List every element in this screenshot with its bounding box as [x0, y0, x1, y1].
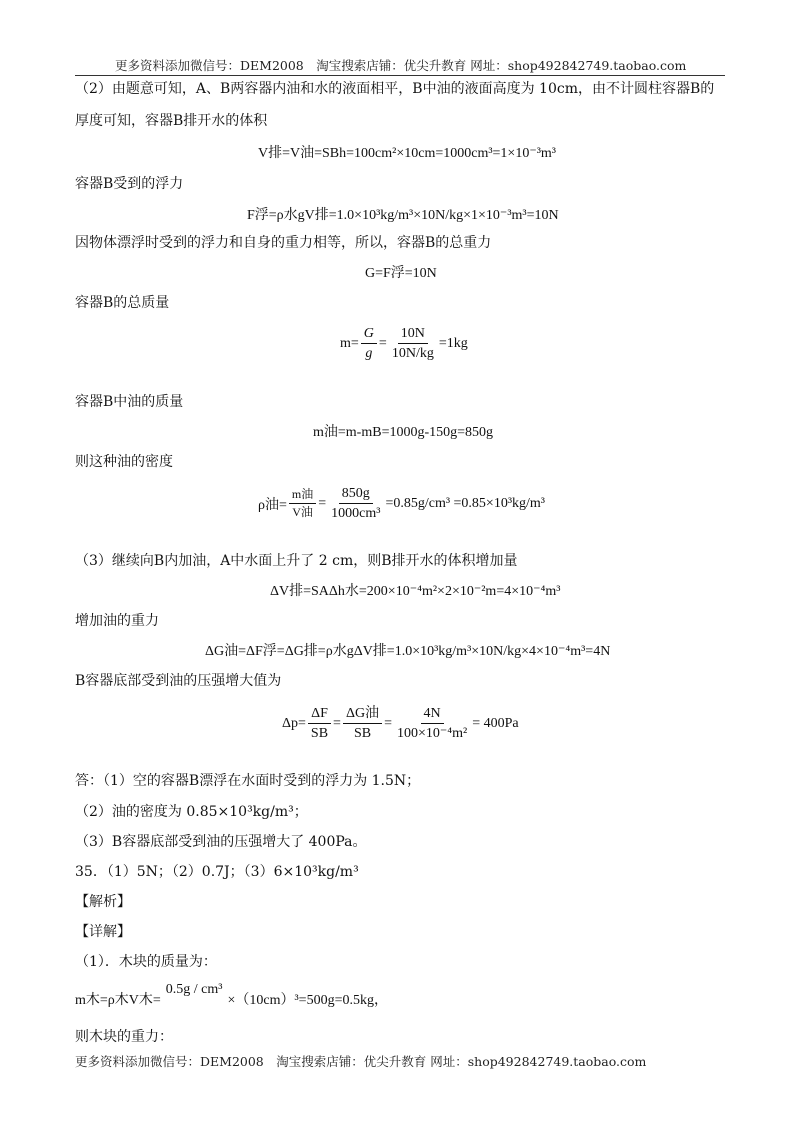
equation-10 — [75, 982, 388, 1017]
eq6-f2-numerator: 850g — [339, 486, 373, 504]
paragraph-10: B容器底部受到油的压强增大值为 — [75, 673, 282, 689]
answer-line-3: （3）B容器底部受到油的压强增大了 400Pa。 — [75, 834, 367, 850]
equation-6 — [258, 486, 545, 522]
eq4-equals: = — [378, 335, 387, 351]
paragraph-3: 容器B受到的浮力 — [75, 176, 184, 192]
section-jiexi: 【解析】 — [75, 894, 131, 910]
eq9-f2-denominator: SB — [353, 726, 372, 742]
step-2: 则木块的重力： — [75, 1029, 173, 1045]
eq4-lhs: m= — [340, 335, 359, 351]
paragraph-4: 因物体漂浮时受到的浮力和自身的重力相等，所以，容器B的总重力 — [75, 235, 492, 251]
eq4-fraction-2 — [389, 326, 437, 362]
eq6-equals: = — [318, 495, 327, 511]
paragraph-1: （2）由题意可知，A、B两容器内油和水的液面相平，B中油的液面高度为 10cm，由不计圆柱容器B的 — [75, 81, 715, 97]
eq9-fraction-3 — [394, 706, 470, 742]
step-1: （1）．木块的质量为： — [75, 954, 217, 970]
eq9-f3-denominator: 100×10⁻⁴m² — [396, 726, 468, 742]
equation-1: V排=V油=SBh=100cm²×10cm=1000cm³=1×10⁻³m³ — [258, 146, 556, 161]
eq9-f1-numerator: ΔF — [308, 706, 331, 724]
eq10-rest: ×（10cm）³=500g=0.5kg， — [227, 993, 388, 1009]
answer-line-1: 答：（1）空的容器B漂浮在水面时受到的浮力为 1.5N； — [75, 773, 421, 789]
eq9-f2-numerator: ΔG油 — [343, 706, 382, 724]
paragraph-5: 容器B的总质量 — [75, 295, 170, 311]
eq10-denominator-space — [189, 999, 199, 1016]
eq6-fraction-1 — [289, 488, 316, 519]
eq9-fraction-2 — [343, 706, 382, 742]
page-footer: 更多资料添加微信号：DEM2008 淘宝搜索店铺：优尖升教育 网址：shop492842749.taobao.com — [75, 1054, 647, 1069]
eq4-rhs: =1kg — [438, 335, 468, 351]
eq6-rhs: =0.85g/cm³ =0.85×10³kg/m³ — [385, 495, 546, 511]
equation-9 — [282, 706, 519, 742]
equation-4 — [340, 326, 468, 362]
header-rule — [75, 75, 725, 76]
eq10-lhs: m木=ρ木V木= — [75, 993, 161, 1009]
answer-line-2: （2）油的密度为 0.85×10³kg/m³； — [75, 804, 308, 820]
eq9-lhs: Δp= — [282, 715, 306, 731]
eq9-equals-2: = — [384, 715, 392, 731]
equation-8: ΔG油=ΔF浮=ΔG排=ρ水gΔV排=1.0×10³kg/m³×10N/kg×4×10⁻⁴m³=4N — [205, 644, 611, 659]
eq4-f2-numerator: 10N — [398, 326, 428, 344]
equation-5: m油=m-mB=1000g-150g=850g — [313, 425, 494, 440]
paragraph-8: （3）继续向B内加油，A中水面上升了 2 cm，则B排开水的体积增加量 — [75, 553, 518, 569]
paragraph-6: 容器B中油的质量 — [75, 394, 184, 410]
eq10-fraction — [163, 982, 226, 1017]
eq6-lhs: ρ油= — [258, 497, 287, 513]
paragraph-2: 厚度可知，容器B排开水的体积 — [75, 113, 268, 129]
eq4-fraction-1 — [361, 326, 377, 362]
equation-2: F浮=ρ水gV排=1.0×10³kg/m³×10N/kg×1×10⁻³m³=10N — [247, 208, 559, 223]
eq9-f1-denominator: SB — [310, 726, 329, 742]
paragraph-9: 增加油的重力 — [75, 613, 159, 629]
question-35-answer: 35．（1）5N；（2）0.7J；（3）6×10³kg/m³ — [75, 864, 359, 880]
eq9-equals-1: = — [333, 715, 341, 731]
eq9-rhs: = 400Pa — [472, 715, 519, 731]
eq4-f1-numerator: G — [361, 326, 377, 344]
section-xiangjie: 【详解】 — [75, 924, 131, 940]
eq6-f1-denominator: V油 — [292, 505, 313, 520]
equation-7: ΔV排=SAΔh水=200×10⁻⁴m²×2×10⁻²m=4×10⁻⁴m³ — [270, 584, 561, 599]
eq4-f1-denominator: g — [365, 346, 373, 362]
page-header: 更多资料添加微信号：DEM2008 淘宝搜索店铺：优尖升教育 网址：shop492842749.taobao.com — [115, 58, 687, 73]
eq6-fraction-2 — [328, 486, 383, 522]
eq6-f1-numerator: m油 — [289, 488, 316, 504]
eq6-f2-denominator: 1000cm³ — [331, 506, 381, 522]
eq10-numerator: 0.5g / cm³ — [165, 982, 223, 997]
eq9-f3-numerator: 4N — [421, 706, 444, 724]
equation-3: G=F浮=10N — [365, 266, 437, 281]
eq4-f2-denominator: 10N/kg — [391, 346, 434, 362]
eq9-fraction-1 — [308, 706, 331, 742]
paragraph-7: 则这种油的密度 — [75, 454, 173, 470]
